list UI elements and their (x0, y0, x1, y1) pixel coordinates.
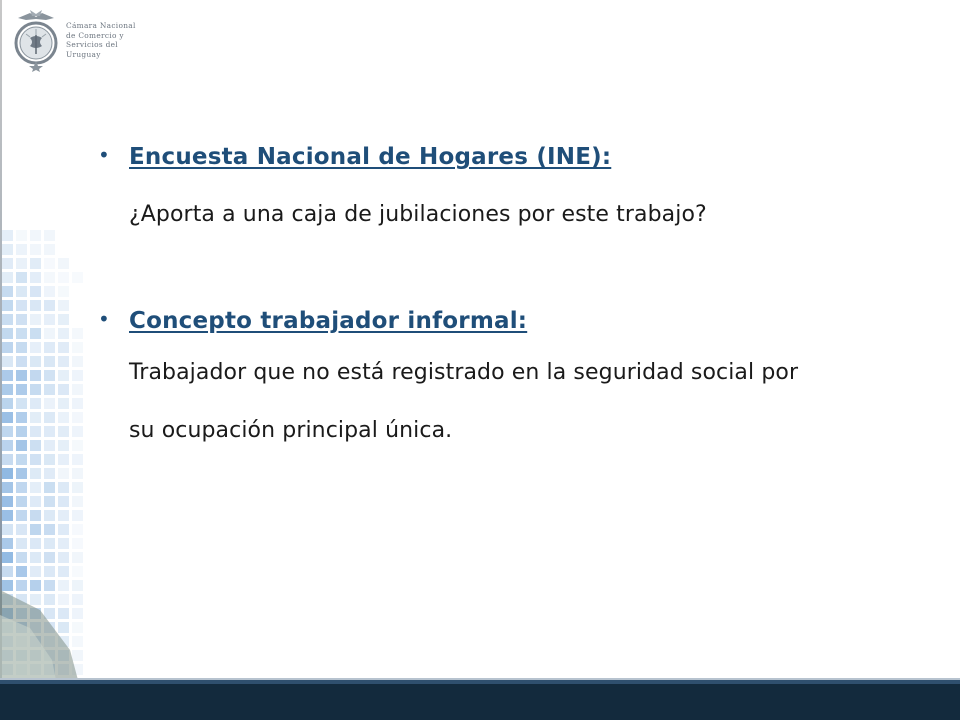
definition-line-1: Trabajador que no está registrado en la seguridad social por (129, 360, 799, 385)
mosaic-tile (58, 482, 69, 493)
mosaic-tile (2, 342, 13, 353)
mosaic-tile (16, 468, 27, 479)
mosaic-tile (44, 370, 55, 381)
mosaic-tile (44, 398, 55, 409)
mosaic-tile (16, 440, 27, 451)
mosaic-tile (44, 426, 55, 437)
mosaic-tile (16, 342, 27, 353)
mosaic-tile (30, 496, 41, 507)
mosaic-tile (30, 594, 41, 605)
mosaic-tile (58, 622, 69, 633)
mosaic-tile (16, 244, 27, 255)
mosaic-tile (2, 454, 13, 465)
definition-line-2: su ocupación principal única. (129, 418, 453, 443)
bullet-dot: • (98, 143, 110, 167)
mosaic-tile (16, 370, 27, 381)
mosaic-tile (30, 566, 41, 577)
slide-content (96, 140, 926, 460)
mosaic-tile (30, 272, 41, 283)
mosaic-tile (16, 426, 27, 437)
mosaic-tile (58, 454, 69, 465)
mosaic-tile (16, 272, 27, 283)
mosaic-tile (58, 426, 69, 437)
chamber-logo (10, 8, 150, 74)
mosaic-tile (58, 594, 69, 605)
mosaic-tile (72, 496, 83, 507)
mosaic-tile (58, 552, 69, 563)
mosaic-tile (58, 608, 69, 619)
mosaic-tile (44, 594, 55, 605)
mosaic-tile (72, 538, 83, 549)
mosaic-tile (44, 552, 55, 563)
mosaic-tile (30, 552, 41, 563)
mosaic-tile (72, 370, 83, 381)
mosaic-tile (44, 538, 55, 549)
mosaic-tile (30, 454, 41, 465)
mosaic-tile (58, 314, 69, 325)
mosaic-tile (72, 650, 83, 661)
mosaic-tile (44, 286, 55, 297)
mosaic-tile (72, 454, 83, 465)
mosaic-tile (30, 538, 41, 549)
mosaic-tile (72, 594, 83, 605)
mosaic-tile (58, 370, 69, 381)
mosaic-tile (30, 328, 41, 339)
mosaic-tile (30, 356, 41, 367)
mosaic-tile (72, 468, 83, 479)
mosaic-tile (72, 622, 83, 633)
mosaic-tile (2, 398, 13, 409)
mosaic-tile (44, 314, 55, 325)
mosaic-tile (16, 230, 27, 241)
mosaic-tile (16, 454, 27, 465)
mosaic-tile (30, 286, 41, 297)
mosaic-tile (58, 342, 69, 353)
mosaic-tile (44, 244, 55, 255)
mosaic-tile (2, 510, 13, 521)
mosaic-tile (16, 524, 27, 535)
mosaic-tile (2, 552, 13, 563)
bullet-heading-informal-worker: Concepto trabajador informal: (129, 308, 528, 334)
mosaic-tile (2, 300, 13, 311)
bullet-item-survey (96, 140, 926, 232)
mosaic-tile (16, 566, 27, 577)
mosaic-tile (2, 258, 13, 269)
mosaic-tile (2, 496, 13, 507)
mosaic-tile (2, 272, 13, 283)
bullet-item-informal-worker (96, 304, 926, 460)
mosaic-tile (30, 468, 41, 479)
mosaic-tile (30, 412, 41, 423)
mosaic-tile (72, 552, 83, 563)
mosaic-tile (58, 524, 69, 535)
mosaic-tile (2, 370, 13, 381)
mosaic-tile (2, 384, 13, 395)
mosaic-tile (2, 440, 13, 451)
mosaic-tile (2, 328, 13, 339)
mosaic-tile (30, 580, 41, 591)
mosaic-tile (16, 258, 27, 269)
logo-line-2: de Comercio y (66, 30, 124, 40)
mosaic-tile (2, 566, 13, 577)
bullet-text-informal-worker (129, 344, 926, 460)
mosaic-tile (30, 230, 41, 241)
mosaic-tile (44, 580, 55, 591)
mosaic-tile (72, 636, 83, 647)
mosaic-tile (58, 286, 69, 297)
mosaic-tile (30, 244, 41, 255)
mosaic-tile (72, 580, 83, 591)
mosaic-tile (58, 398, 69, 409)
mosaic-tile (58, 538, 69, 549)
mosaic-tile (58, 384, 69, 395)
mosaic-tile (2, 538, 13, 549)
mosaic-tile (44, 230, 55, 241)
mosaic-tile (2, 286, 13, 297)
mosaic-tile (16, 328, 27, 339)
logo-line-1: Cámara Nacional (66, 21, 136, 30)
logo-line-3: Servicios del (66, 40, 118, 50)
mosaic-tile (2, 314, 13, 325)
mosaic-tile (44, 608, 55, 619)
mosaic-tile (30, 510, 41, 521)
bullet-dot: • (98, 307, 110, 331)
mosaic-tile (44, 356, 55, 367)
mosaic-tile (2, 230, 13, 241)
mosaic-tile (16, 482, 27, 493)
mosaic-tile (30, 258, 41, 269)
mosaic-tile (16, 300, 27, 311)
logo-line-4: Uruguay (66, 49, 101, 59)
mosaic-tile (58, 496, 69, 507)
mosaic-tile (2, 244, 13, 255)
mosaic-tile (44, 468, 55, 479)
mosaic-tile (44, 510, 55, 521)
mosaic-tile (72, 524, 83, 535)
mosaic-tile (30, 440, 41, 451)
mosaic-tile (44, 342, 55, 353)
chamber-emblem-icon (10, 8, 62, 72)
mosaic-tile (30, 370, 41, 381)
mosaic-tile (16, 286, 27, 297)
mosaic-tile (72, 412, 83, 423)
mosaic-tile (58, 412, 69, 423)
mosaic-tile (2, 412, 13, 423)
mosaic-tile (72, 426, 83, 437)
mosaic-tile (72, 440, 83, 451)
mosaic-tile (44, 384, 55, 395)
mosaic-tile (16, 412, 27, 423)
mosaic-tile (44, 496, 55, 507)
mosaic-tile (58, 258, 69, 269)
mosaic-tile (72, 356, 83, 367)
mosaic-tile (44, 272, 55, 283)
bullet-heading-survey: Encuesta Nacional de Hogares (INE): (129, 144, 612, 170)
mosaic-tile (44, 258, 55, 269)
mosaic-tile (58, 440, 69, 451)
mosaic-tile (72, 398, 83, 409)
mosaic-tile (72, 272, 83, 283)
mosaic-tile (72, 566, 83, 577)
mosaic-tile (58, 468, 69, 479)
mosaic-tile (58, 580, 69, 591)
bullet-text-survey: ¿Aporta a una caja de jubilaciones por este trabajo? (129, 202, 707, 227)
mosaic-tile (30, 300, 41, 311)
mosaic-tile (16, 314, 27, 325)
mosaic-tile (44, 566, 55, 577)
mosaic-tile (30, 342, 41, 353)
mosaic-tile (72, 608, 83, 619)
mosaic-tile (2, 468, 13, 479)
mosaic-tile (72, 328, 83, 339)
mosaic-tile (16, 510, 27, 521)
mosaic-tile (16, 552, 27, 563)
mosaic-tile (58, 300, 69, 311)
decorative-mosaic (0, 230, 90, 680)
mosaic-tile (16, 384, 27, 395)
mosaic-tile (30, 524, 41, 535)
mosaic-tile (30, 314, 41, 325)
mosaic-tile (58, 328, 69, 339)
mosaic-tile (58, 272, 69, 283)
mosaic-tile (16, 538, 27, 549)
mosaic-tile (30, 384, 41, 395)
mosaic-tile (44, 440, 55, 451)
mosaic-tile (44, 412, 55, 423)
mosaic-tile (44, 482, 55, 493)
mosaic-tile (16, 356, 27, 367)
mosaic-tile (72, 482, 83, 493)
mosaic-tile (30, 426, 41, 437)
mosaic-tile (72, 384, 83, 395)
mosaic-tile (44, 524, 55, 535)
mosaic-tile (58, 566, 69, 577)
chamber-name (66, 21, 156, 59)
mosaic-tile (58, 356, 69, 367)
mosaic-tile (2, 356, 13, 367)
mosaic-tile (44, 328, 55, 339)
mosaic-tile (2, 482, 13, 493)
mosaic-tile (16, 580, 27, 591)
mosaic-tile (44, 454, 55, 465)
mosaic-tile (72, 342, 83, 353)
mosaic-tile (16, 398, 27, 409)
mosaic-tile (30, 398, 41, 409)
mosaic-tile (16, 496, 27, 507)
mosaic-tile (2, 524, 13, 535)
mosaic-tile (2, 426, 13, 437)
mosaic-tile (58, 510, 69, 521)
mosaic-tile (72, 510, 83, 521)
bottom-bar (0, 684, 960, 720)
mosaic-tile (2, 580, 13, 591)
mosaic-tile (44, 300, 55, 311)
mosaic-tile (30, 482, 41, 493)
